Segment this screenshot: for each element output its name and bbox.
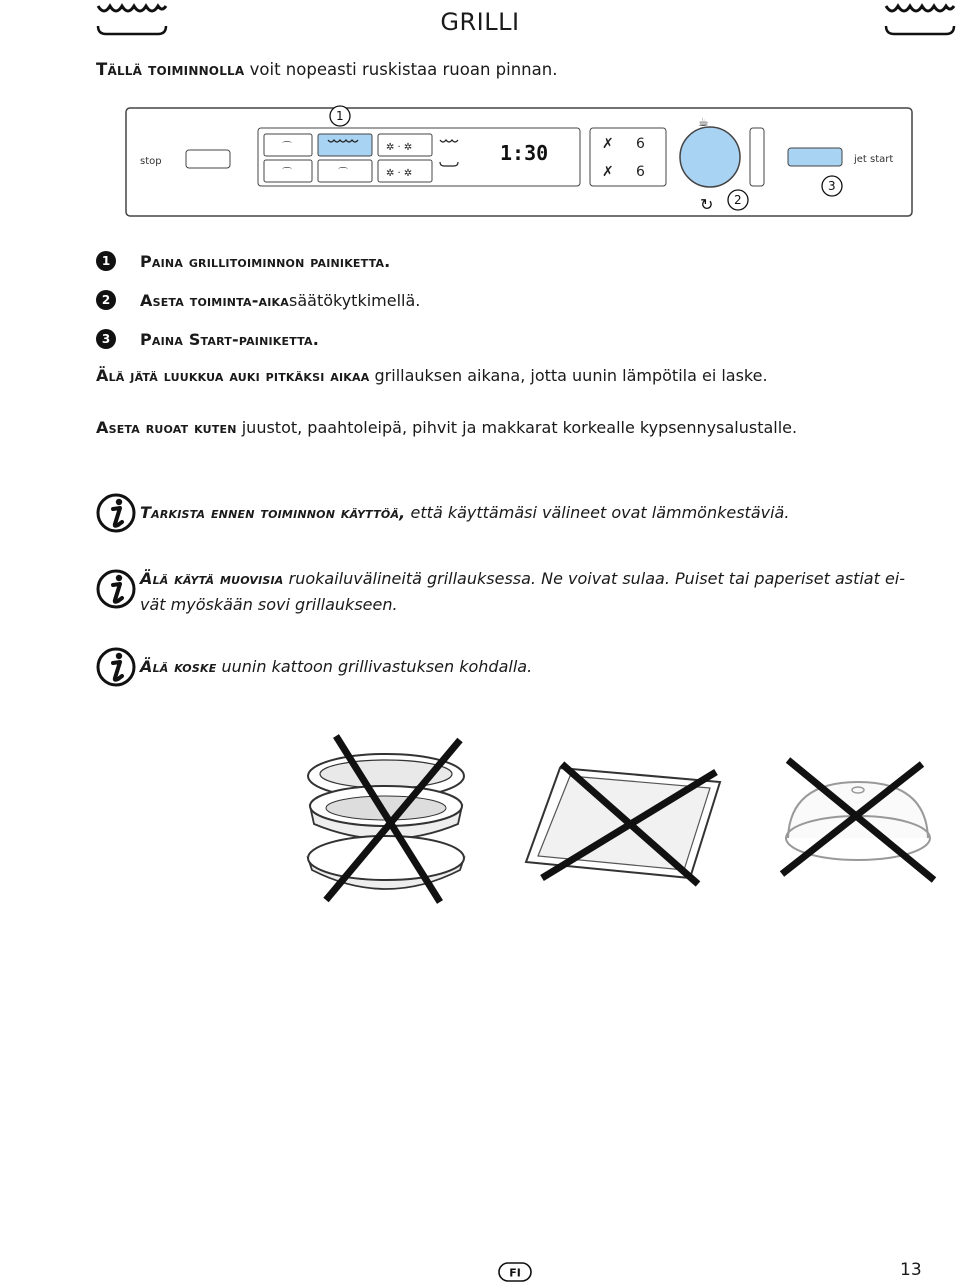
time-display: 1:30 bbox=[500, 141, 549, 165]
svg-text:☕: ☕ bbox=[698, 115, 709, 129]
svg-text:6: 6 bbox=[636, 164, 645, 180]
svg-text:↻: ↻ bbox=[700, 195, 714, 214]
svg-text:⌒: ⌒ bbox=[338, 168, 348, 179]
note-rest: ruokailuvälineitä grillauksessa. Ne voivat sulaa. Puiset tai paperiset astiat ei- bbox=[283, 569, 906, 588]
step-lead: Paina grillitoiminnon painiketta. bbox=[140, 251, 391, 271]
microwave-cover-icon bbox=[782, 760, 934, 880]
stop-button[interactable] bbox=[186, 150, 230, 168]
intro-lead: Tällä toiminnolla bbox=[96, 60, 245, 79]
step-lead: Aseta toiminta-aika bbox=[140, 290, 289, 310]
oven-tray-icon bbox=[526, 764, 720, 884]
paragraph-rest: juustot, paahtoleipä, pihvit ja makkarat korkealle kypsennysalustalle. bbox=[236, 418, 798, 437]
step-rest: säätökytkimellä. bbox=[289, 290, 421, 310]
step-lead: Paina Start-painiketta. bbox=[140, 329, 320, 349]
control-panel bbox=[124, 100, 916, 220]
step-number: 1 bbox=[96, 251, 116, 271]
svg-text:⌒: ⌒ bbox=[282, 168, 292, 179]
svg-text:⌒: ⌒ bbox=[282, 142, 292, 153]
info-icon bbox=[96, 492, 136, 534]
callout-1: 1 bbox=[336, 109, 344, 123]
paragraph-lead: Älä jätä luukkua auki pitkäksi aikaa bbox=[96, 366, 370, 385]
jet-start-button[interactable] bbox=[788, 148, 842, 166]
language-badge bbox=[498, 1262, 532, 1282]
plastic-container-icon bbox=[308, 736, 464, 902]
note-rest: että käyttämäsi välineet ovat lämmönkestäviä. bbox=[405, 503, 790, 522]
paragraph-door bbox=[96, 366, 768, 385]
stop-label: stop bbox=[140, 156, 162, 167]
svg-text:✗: ✗ bbox=[602, 136, 614, 152]
info-icon bbox=[96, 568, 136, 610]
svg-text:✗: ✗ bbox=[602, 164, 614, 180]
step-number: 3 bbox=[96, 329, 116, 349]
callout-3: 3 bbox=[828, 179, 836, 193]
language-code: FI bbox=[509, 1266, 521, 1280]
intro-rest: voit nopeasti ruskistaa ruoan pinnan. bbox=[244, 60, 558, 79]
adjust-knob[interactable] bbox=[680, 127, 740, 187]
svg-text:✲ · ✲: ✲ · ✲ bbox=[386, 168, 413, 179]
note-lead: Tarkista ennen toiminnon käyttöä, bbox=[140, 503, 406, 522]
jet-start-label: jet start bbox=[854, 154, 894, 165]
info-icon bbox=[96, 646, 136, 688]
svg-text:✲ · ✲: ✲ · ✲ bbox=[386, 142, 413, 153]
page-title: GRILLI bbox=[440, 8, 520, 36]
step-3 bbox=[96, 328, 319, 350]
grill-button[interactable] bbox=[318, 134, 372, 156]
paragraph-placement bbox=[96, 418, 797, 437]
forbidden-utensils-illustration bbox=[290, 728, 950, 908]
note-lead: Älä koske bbox=[140, 657, 217, 676]
note-lead: Älä käytä muovisia bbox=[140, 569, 284, 588]
paragraph-lead: Aseta ruoat kuten bbox=[96, 418, 237, 437]
note-rest: uunin kattoon grillivastuksen kohdalla. bbox=[216, 657, 533, 676]
note-continuation: vät myöskään sovi grillaukseen. bbox=[140, 595, 398, 614]
svg-text:6: 6 bbox=[636, 136, 645, 152]
intro-text bbox=[96, 60, 557, 79]
step-2 bbox=[96, 289, 420, 311]
step-1 bbox=[96, 250, 390, 272]
paragraph-rest: grillauksen aikana, jotta uunin lämpötila ei laske. bbox=[369, 366, 768, 385]
page-number: 13 bbox=[900, 1260, 922, 1280]
callout-2: 2 bbox=[734, 193, 742, 207]
step-number: 2 bbox=[96, 290, 116, 310]
